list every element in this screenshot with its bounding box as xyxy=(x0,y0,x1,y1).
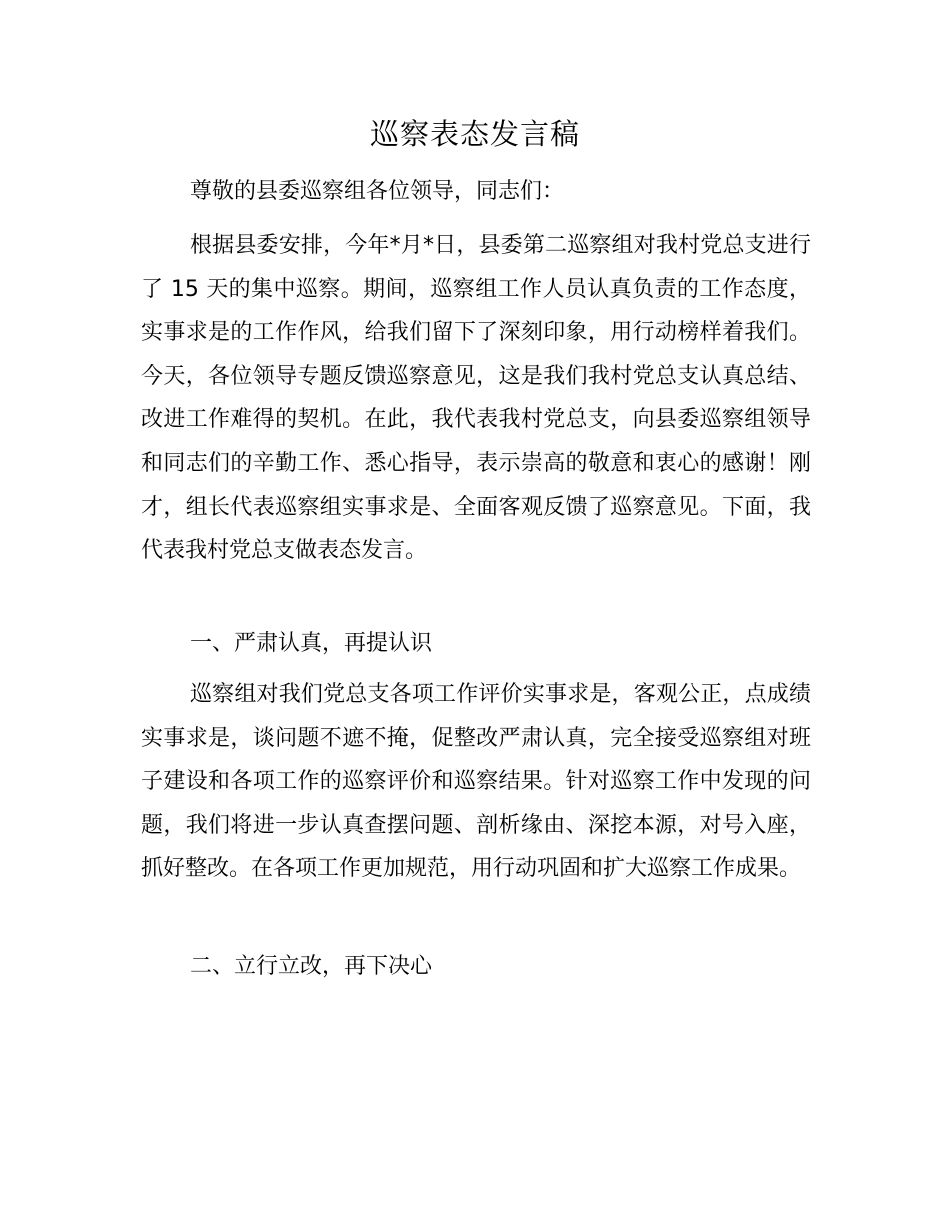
section-heading-1: 一、严肃认真，再提认识 xyxy=(190,631,433,656)
greeting-line: 尊敬的县委巡察组各位领导，同志们： xyxy=(190,179,565,204)
paragraph-section-1: 巡察组对我们党总支各项工作评价实事求是，客观公正，点成绩实事求是，谈问题不遮不掩，促整改严肃认真，完全接受巡察组对班子建设和各项工作的巡察评价和巡察结果。针对巡察工作中发现的问题，我们将进一步认真查摆问题、剖析缘由、深挖本源，对号入座，抓好整改。在各项工作更加规范，用行动巩固和扩大巡察工作成果。 xyxy=(141,682,811,882)
paragraph-intro: 根据县委安排，今年*月*日，县委第二巡察组对我村党总支进行了 15 天的集中巡察。期间，巡察组工作人员认真负责的工作态度，实事求是的工作作风，给我们留下了深刻印象，用行动榜样着我们。今天，各位领导专题反馈巡察意见，这是我们我村党总支认真总结、改进工作难得的契机。在此，我代表我村党总支，向县委巡察组领导和同志们的辛勤工作、悉心指导，表示崇高的敬意和衷心的感谢！刚才，组长代表巡察组实事求是、全面客观反馈了巡察意见。下面，我代表我村党总支做表态发言。 xyxy=(141,233,811,564)
section-heading-2: 二、立行立改，再下决心 xyxy=(190,954,433,979)
document-title: 巡察表态发言稿 xyxy=(369,117,580,151)
